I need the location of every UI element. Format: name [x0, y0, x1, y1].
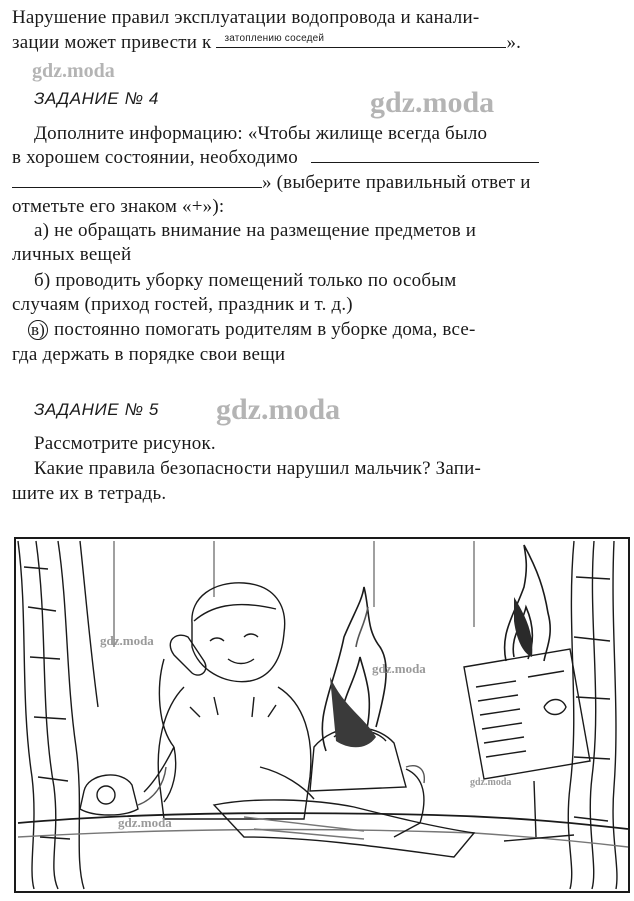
option-c-line-1 [28, 318, 626, 342]
task-4-line-2-text: в хорошем состоянии, необходимо [12, 147, 298, 168]
watermark-6: gdz.moda [470, 777, 512, 788]
task-5-line-3: шите их в тетрадь. [12, 483, 167, 504]
task-5-line-1: Рассмотрите рисунок. [34, 433, 216, 454]
watermark-3: gdz.moda [216, 393, 341, 426]
option-b-line-1: б) проводить уборку помещений только по особым [34, 270, 457, 291]
newspaper-scorch [514, 597, 532, 657]
watermark-4: gdz.moda [100, 633, 154, 648]
option-c-text-1: постоянно помогать родителям в уборке дома, все- [54, 319, 476, 340]
answer-blank-2 [311, 146, 539, 163]
task-4-line-1: Дополните информацию: «Чтобы жилище всегда было [34, 123, 488, 144]
option-a-line-2: личных вещей [12, 244, 132, 265]
boy-figure [144, 583, 314, 819]
watermark-5: gdz.moda [372, 661, 426, 676]
newspaper-on-stand [464, 649, 590, 841]
illustration-frame [15, 538, 629, 892]
task-4-line-3-text: » (выберите правильный ответ и [262, 172, 531, 193]
telephone [80, 767, 166, 815]
task-4-heading: ЗАДАНИЕ № 4 [34, 89, 159, 108]
intro-line-2-prefix: зации может привести к [12, 32, 212, 53]
illustration-boy-on-phone-fire [14, 537, 632, 895]
task-4-line-4: отметьте его знаком «+»): [12, 196, 225, 217]
handwritten-answer: затоплению соседей [224, 33, 325, 44]
task-5-heading: ЗАДАНИЕ № 5 [34, 400, 159, 419]
option-c-line-2: гда держать в порядке свои вещи [12, 344, 286, 365]
answer-blank-1 [216, 31, 506, 48]
watermark-2: gdz.moda [370, 86, 495, 119]
option-a-line-1: а) не обращать внимание на размещение предметов и [34, 220, 477, 241]
task-4-line-3 [12, 171, 626, 195]
intro-line-2 [12, 31, 626, 55]
answer-blank-3 [12, 171, 262, 188]
watermark-1: gdz.moda [32, 60, 115, 82]
option-c-circled-mark: в) [28, 320, 48, 340]
option-b-line-2: случаям (приход гостей, праздник и т. д.) [12, 294, 353, 315]
task-4-line-2 [12, 146, 626, 170]
intro-line-1: Нарушение правил эксплуатации водопровода и канали- [12, 7, 480, 28]
intro-line-2-suffix: ». [506, 32, 522, 53]
chair-back [394, 769, 424, 837]
right-curtain [568, 541, 617, 889]
task-5-line-2: Какие правила безопасности нарушил мальчик? Запи- [34, 458, 482, 479]
watermark-7: gdz.moda [118, 815, 172, 830]
